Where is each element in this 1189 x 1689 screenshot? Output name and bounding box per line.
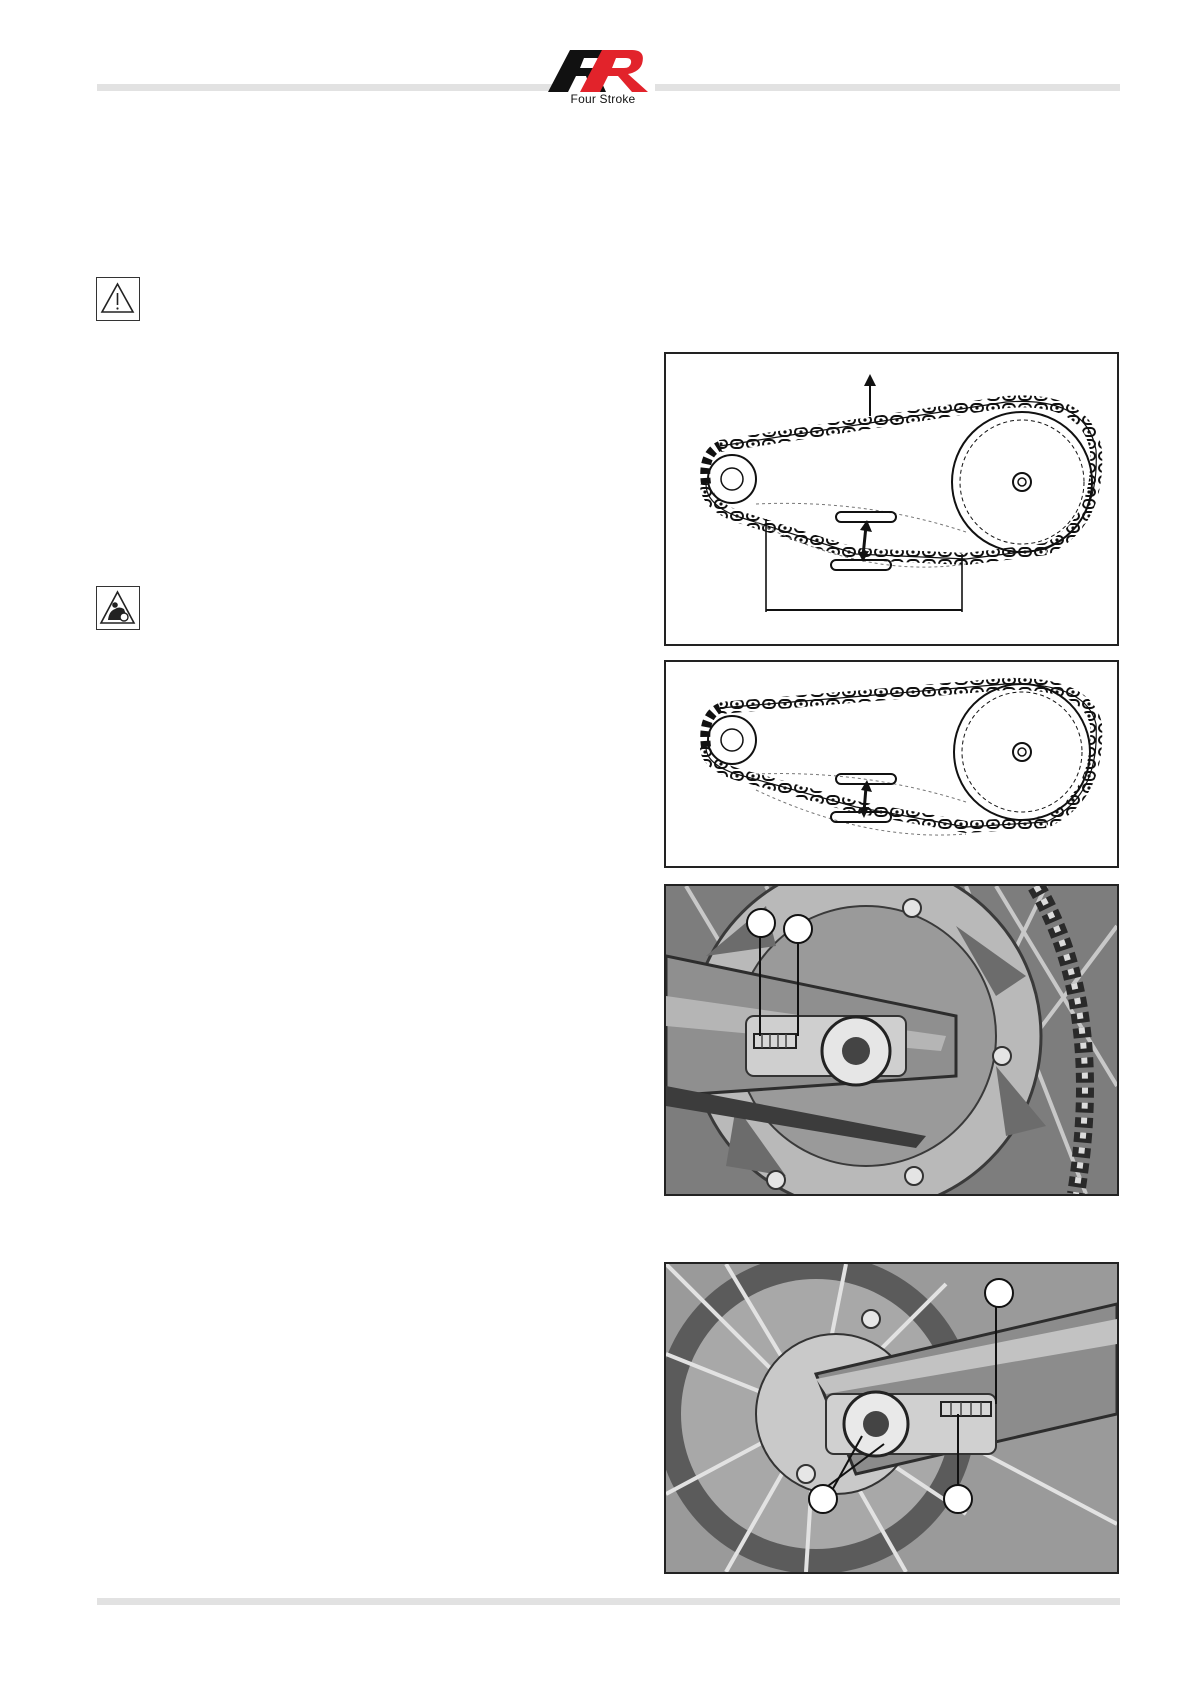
warning-triangle-icon: [96, 277, 140, 321]
mechanic-caution-icon: [96, 586, 140, 630]
chain-diagram-slack-check: [664, 660, 1119, 868]
chain-adjuster-right-photo: [664, 1262, 1119, 1574]
header-rule-left: [97, 84, 552, 91]
logo-text: Four Stroke: [570, 92, 636, 106]
callout-label: [943, 1484, 973, 1514]
callout-label: [808, 1484, 838, 1514]
callout-label: [746, 908, 776, 938]
chain-adjuster-left-photo: [664, 884, 1119, 1196]
footer-rule: [97, 1598, 1120, 1605]
callout-label: [783, 914, 813, 944]
chain-diagram-slack-measurement: [664, 352, 1119, 646]
header-rule-right: [655, 84, 1120, 91]
callout-label: [984, 1278, 1014, 1308]
